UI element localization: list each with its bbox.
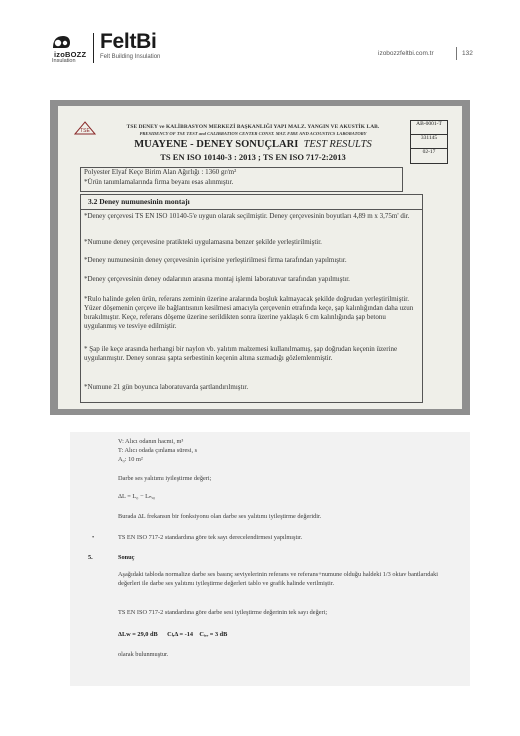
formula-description: Burada ΔL frekansın bir fonksiyonu olan darbe ses yalıtımı iyileştirme değeridir. [118,513,322,520]
report-standards: TS EN ISO 10140-3 : 2013 ; TS EN ISO 717-2:2013 [160,152,346,162]
result-values: ΔLw = 29,0 dB Cₗ,Δ = -14 Cᵢ,ᵣ = 3 dB [118,631,228,638]
note-conditioning: *Numune 21 gün boyunca laboratuvarda şartlandırılmıştır. [84,383,249,391]
report-title-en: TEST RESULTS [303,139,372,150]
product-note: *Ürün tanımlamalarında firma beyanı esas alınmıştır. [84,178,234,186]
izobozz-name: izoBOZZ [54,50,87,59]
izobozz-logo [50,34,98,62]
section-title: 3.2 Deney numunesinin montajı [88,197,190,206]
report-date-code: 02-17 [422,149,436,155]
rating-note: TS EN ISO 717-2 standardına göre tek sayı derecelendirmesi yapılmıştır. [118,534,303,541]
report-number: 331145 [411,135,447,149]
report-title-tr: MUAYENE - DENEY SONUÇLARI [134,139,299,150]
note-screed: * Şap ile keçe arasında herhangi bir naylon vb. yalıtım malzemesi kullanılmamış, şap doğrudan keçenin üzerine uygulanmıştır. Deney sonrası şapta serbestinin keçenin altına sızmadığı gözlemlenmiştir. [84,345,398,362]
note-frame: *Deney çerçevesi TS EN ISO 10140-5'e uygun olarak seçilmiştir. Deney çerçevesinin boyutları 4,89 m x 3,75m' dir. [84,212,410,220]
bullet-dot: • [92,534,95,541]
result-paragraph: Aşağıdaki tabloda normalize darbe ses basınç seviyelerinin referans ve referans+numune olduğu haldeki 1/3 oktav bantlarıdaki değerleri ile darbe ses yalıtımı iyileştirme değerleri tablo ve grafik halinde verilmiştir. [118,571,439,587]
note-roll: *Rulo halinde gelen ürün, referans zeminin üzerine aralarında boşluk kalmayacak şekilde doğrudan yerleştirilmiştir. Yüzer döşemenin çerçeve ile bağlantısının kesilmesi amacıyla çerçevenin etrafında keçe, şap kalınlığından daha uzun bırakılmıştır. Keçe, referans döşeme üzerine serildikten sonra üzerine yaklaşık 6 cm kalınlığında şap betonu uygulanmış ve tesviye edilmiştir. [84,295,414,330]
note-installer: *Deney numunesinin deney çerçevesinin içerisine yerleştirilmesi firma tarafından yapılmıştır. [84,256,347,264]
page-number-divider [456,47,457,60]
izobozz-mark-icon [50,34,72,50]
report-code-box [410,120,448,164]
definition-volume: V: Alıcı odanın hacmi, m³ [118,438,184,445]
definition-reverb-time: T: Alıcı odada çınlama süresi, s [118,447,198,454]
result-section-title: Sonuç [118,554,135,561]
section-number: 5. [88,554,93,561]
lab-name-english: PRESIDENCY OF TSE TEST and CALIBRATION CENTER CONST. MAT. FIRE AND ACOUSTICS LABORATORY [139,131,367,136]
page-number: 132 [462,50,473,57]
improvement-formula: ΔL = L₀ − Lₙ,₀ [118,493,156,500]
product-description: Polyester Elyaf Keçe Birim Alan Ağırlığı : 1360 gr/m² [84,168,237,176]
feltbi-subtitle: Felt Building Insulation [100,54,161,60]
feltbi-logo-text: FeltBi [100,30,157,53]
closing-text: olarak bulunmuştur. [118,651,169,658]
website-link[interactable]: izobozzfeltbi.com.tr [378,50,434,57]
svg-text:TSE: TSE [80,128,90,134]
improvement-label: Darbe ses yalıtımı iyileştirme değeri; [118,475,212,482]
standard-line: TS EN ISO 717-2 standardına göre darbe sesi iyileştirme değerinin tek sayı değeri; [118,609,328,616]
definition-area: A₀: 10 m² [118,456,143,463]
note-mounting: *Deney çerçevesinin deney odalarının arasına montaj işlemi laboratuvar tarafından yapılmıştır. [84,275,350,283]
izobozz-subtitle: Insulation [52,58,76,64]
report-title [108,139,398,150]
note-placement: *Numune deney çerçevesine pratikteki uygulamasına benzer şekilde yerleştirilmiştir. [84,238,322,246]
lab-name: TSE DENEY ve KALİBRASYON MERKEZİ BAŞKANLIĞI YAPI MALZ. YANGIN VE AKUSTİK LAB. [126,124,380,130]
report-code: AB-0001-T [411,121,447,135]
header-divider [93,33,94,63]
tse-logo-icon [74,121,96,135]
